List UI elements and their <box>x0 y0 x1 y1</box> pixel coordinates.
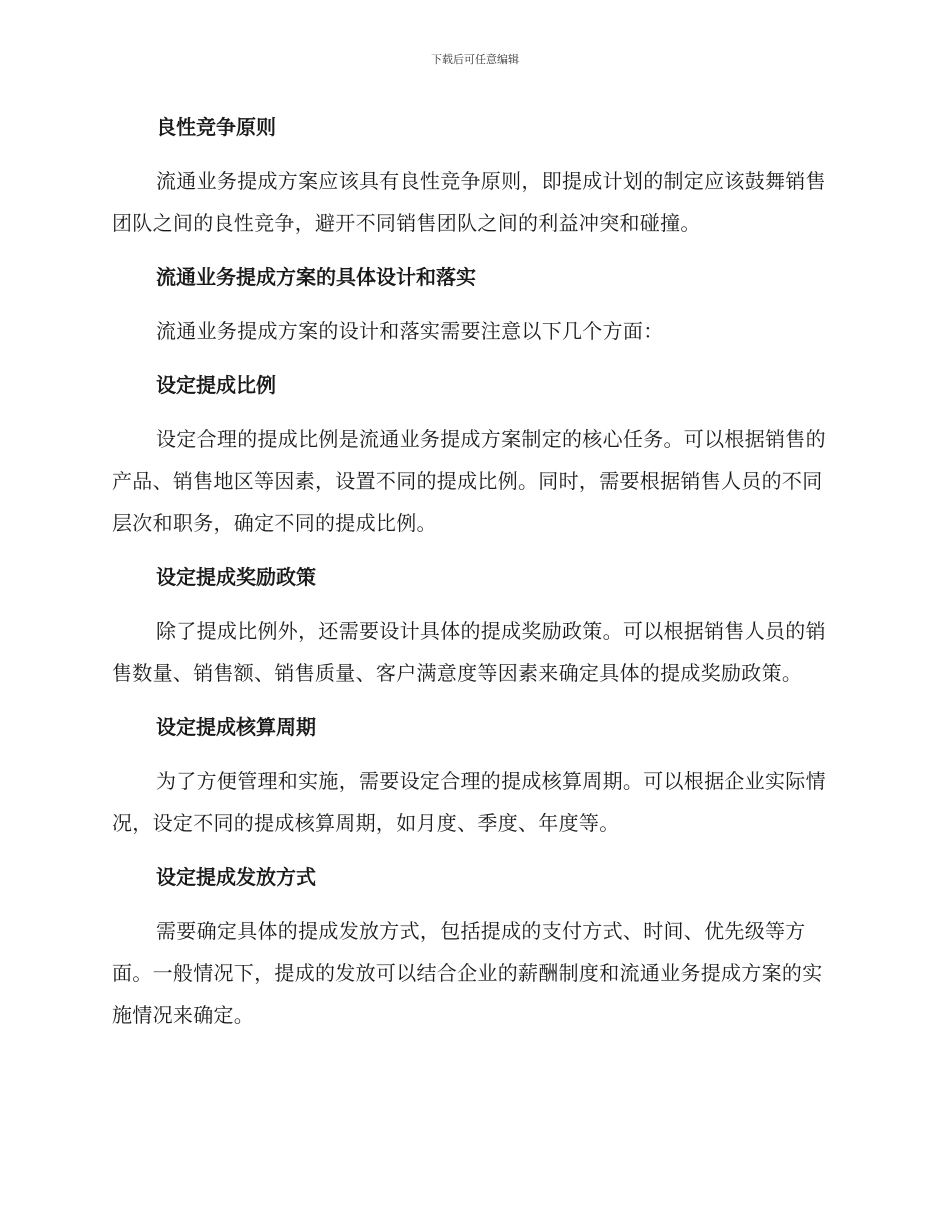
section-paragraph-reward-policy: 除了提成比例外，还需要设计具体的提成奖励政策。可以根据销售人员的销售数量、销售额、销售质量、客户满意度等因素来确定具体的提成奖励政策。 <box>112 619 826 685</box>
section-heading-design-implementation: 流通业务提成方案的具体设计和落实 <box>156 265 476 289</box>
section-paragraph-design-implementation: 流通业务提成方案的设计和落实需要注意以下几个方面： <box>156 319 664 343</box>
section-heading-payment-method: 设定提成发放方式 <box>156 865 316 889</box>
section-heading-accounting-period: 设定提成核算周期 <box>156 715 316 739</box>
section-heading-benign-competition: 良性竞争原则 <box>156 115 276 139</box>
section-paragraph-accounting-period: 为了方便管理和实施，需要设定合理的提成核算周期。可以根据企业实际情况，设定不同的提成核算周期，如月度、季度、年度等。 <box>112 769 826 835</box>
section-paragraph-benign-competition: 流通业务提成方案应该具有良性竞争原则，即提成计划的制定应该鼓舞销售团队之间的良性竞争，避开不同销售团队之间的利益冲突和碰撞。 <box>112 169 826 235</box>
section-paragraph-commission-ratio: 设定合理的提成比例是流通业务提成方案制定的核心任务。可以根据销售的产品、销售地区等因素，设置不同的提成比例。同时，需要根据销售人员的不同层次和职务，确定不同的提成比例。 <box>112 427 826 535</box>
section-heading-reward-policy: 设定提成奖励政策 <box>156 565 316 589</box>
page-header: 下载后可任意编辑 <box>431 53 519 66</box>
section-heading-commission-ratio: 设定提成比例 <box>156 373 276 397</box>
section-paragraph-payment-method: 需要确定具体的提成发放方式，包括提成的支付方式、时间、优先级等方面。一般情况下，提成的发放可以结合企业的薪酬制度和流通业务提成方案的实施情况来确定。 <box>112 919 823 1027</box>
document-body <box>112 106 832 1048</box>
